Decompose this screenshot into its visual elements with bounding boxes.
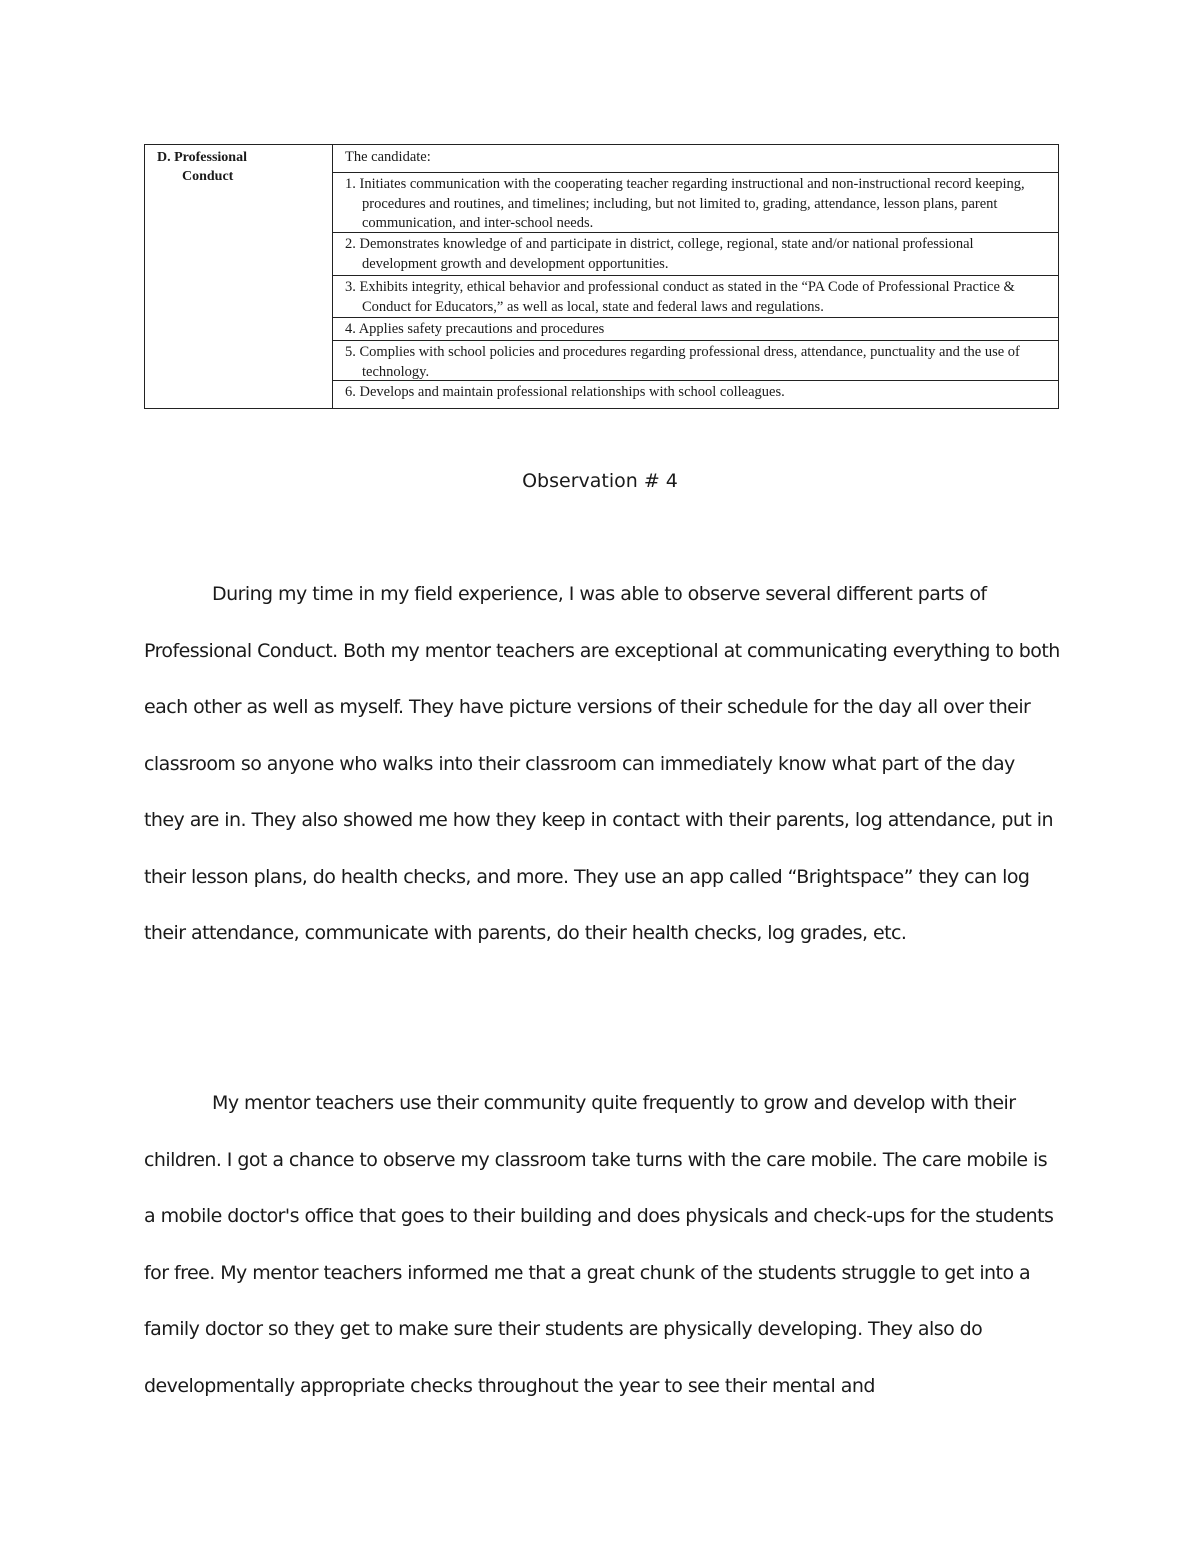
rubric-item-2 — [333, 233, 1058, 276]
rubric-item-4 — [333, 318, 1058, 341]
rubric-item-text: 5. Complies with school policies and procedures regarding professional dress, attendance, punctuality and the use of technology. — [345, 344, 1020, 380]
rubric-item-text: 6. Develops and maintain professional relationships with school colleagues. — [345, 384, 785, 400]
rubric-candidate-label: The candidate: — [333, 145, 1058, 173]
observation-paragraph-2: My mentor teachers use their community quite frequently to grow and develop with their children. I got a chance to observe my classroom take turns with the care mobile. The care mobile is a mobile doctor's office that goes to their building and does physicals and check-ups for the students for free. My mentor teachers informed me that a great chunk of the students struggle to get into a family doctor so they get to make sure their students are physically developing. They also do developmentally appropriate checks throughout the year to see their mental and — [144, 1092, 1054, 1397]
rubric-item-text: 3. Exhibits integrity, ethical behavior and professional conduct as stated in the “PA Code of Professional Practice & Conduct for Educators,” as well as local, state and federal laws and regulations. — [345, 279, 1015, 315]
rubric-item-6 — [333, 381, 1058, 408]
rubric-item-5 — [333, 341, 1058, 381]
rubric-item-text: 4. Applies safety precautions and procedures — [345, 321, 605, 337]
observation-paragraph-1: During my time in my field experience, I was able to observe several different parts of Professional Conduct. Both my mentor teachers are exceptional at communicating everything to both each other as well as myself. They have picture versions of their schedule for the day all over their classroom so anyone who walks into their classroom can immediately know what part of the day they are in. They also showed me how they keep in contact with their parents, log attendance, put in their lesson plans, do health checks, and more. They use an app called “Brightspace” they can log their attendance, communicate with parents, do their health checks, log grades, etc. — [144, 583, 1060, 944]
rubric-section-heading-line2: Conduct — [182, 169, 234, 184]
rubric-item-1 — [333, 173, 1058, 233]
rubric-section-heading-line1: D. Professional — [157, 150, 247, 165]
professional-conduct-rubric-table — [144, 144, 1059, 409]
rubric-item-text: 1. Initiates communication with the cooperating teacher regarding instructional and non-instructional record keeping, procedures and routines, and timelines; including, but not limited to, grading, attendance, lesson plans, parent communication, and inter-school needs. — [345, 176, 1025, 231]
rubric-item-text: 2. Demonstrates knowledge of and participate in district, college, regional, state and/or national professional development growth and development opportunities. — [345, 236, 974, 272]
rubric-item-3 — [333, 276, 1058, 318]
observation-title: Observation # 4 — [522, 470, 678, 492]
rubric-section-heading — [145, 145, 333, 408]
rubric-criteria-column — [333, 145, 1058, 408]
